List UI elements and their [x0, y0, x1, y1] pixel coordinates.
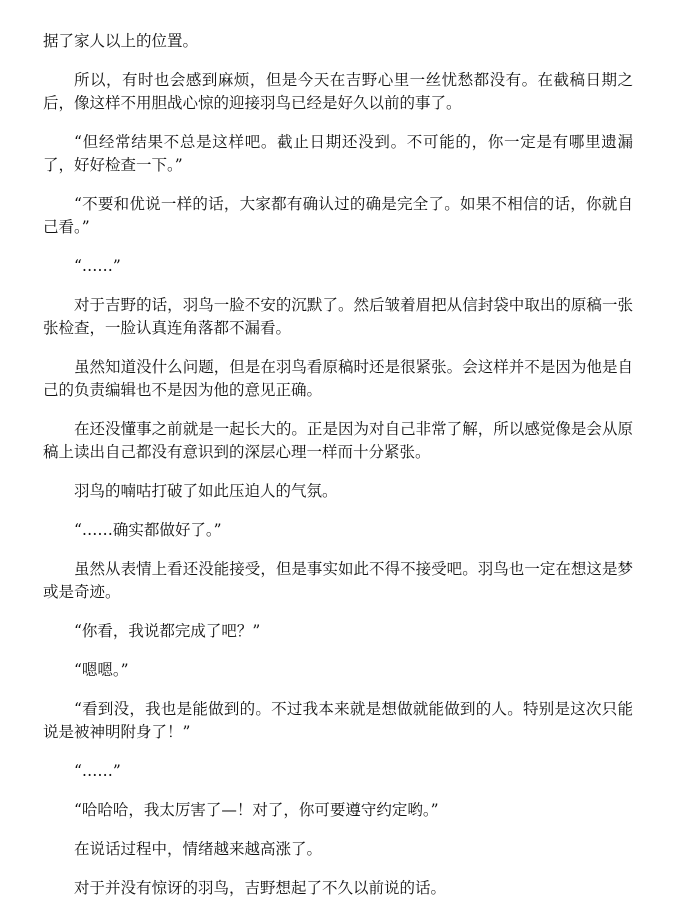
paragraph-7: 虽然知道没什么问题，但是在羽鸟看原稿时还是很紧张。会这样并不是因为他是自己的负责编辑也不是因为他的意见正确。 — [43, 358, 633, 399]
paragraph-10: “……确实都做好了。” — [74, 521, 222, 539]
paragraph-16: “哈哈哈，我太厉害了—！对了，你可要遵守约定哟。” — [74, 801, 439, 819]
paragraph-13: “嗯嗯。” — [74, 661, 129, 679]
document-page — [43, 30, 633, 916]
paragraph-12: “你看，我说都完成了吧？” — [74, 622, 261, 640]
paragraph-6: 对于吉野的话，羽鸟一脸不安的沉默了。然后皱着眉把从信封袋中取出的原稿一张张检查，一脸认真连角落都不漏看。 — [43, 296, 633, 337]
paragraph-2: 所以，有时也会感到麻烦，但是今天在吉野心里一丝忧愁都没有。在截稿日期之后，像这样不用胆战心惊的迎接羽鸟已经是好久以前的事了。 — [43, 71, 633, 112]
paragraph-5: “……” — [74, 257, 121, 275]
paragraph-11: 虽然从表情上看还没能接受，但是事实如此不得不接受吧。羽鸟也一定在想这是梦或是奇迹。 — [43, 560, 633, 601]
paragraph-4: “不要和优说一样的话，大家都有确认过的确是完全了。如果不相信的话，你就自己看。” — [43, 195, 633, 236]
paragraph-9: 羽鸟的喃咕打破了如此压迫人的气氛。 — [74, 482, 338, 500]
paragraph-18: 对于并没有惊讶的羽鸟，吉野想起了不久以前说的话。 — [74, 879, 447, 897]
paragraph-14: “看到没，我也是能做到的。不过我本来就是想做就能做到的人。特别是这次只能说是被神明附身了！” — [43, 700, 633, 741]
paragraph-15: “……” — [74, 762, 121, 780]
paragraph-8: 在还没懂事之前就是一起长大的。正是因为对自己非常了解，所以感觉像是会从原稿上读出自己都没有意识到的深层心理一样而十分紧张。 — [43, 420, 633, 461]
paragraph-17: 在说话过程中，情绪越来越高涨了。 — [74, 840, 323, 858]
paragraph-1: 据了家人以上的位置。 — [43, 32, 199, 50]
paragraph-3: “但经常结果不总是这样吧。截止日期还没到。不可能的，你一定是有哪里遗漏了，好好检查一下。” — [43, 133, 633, 174]
